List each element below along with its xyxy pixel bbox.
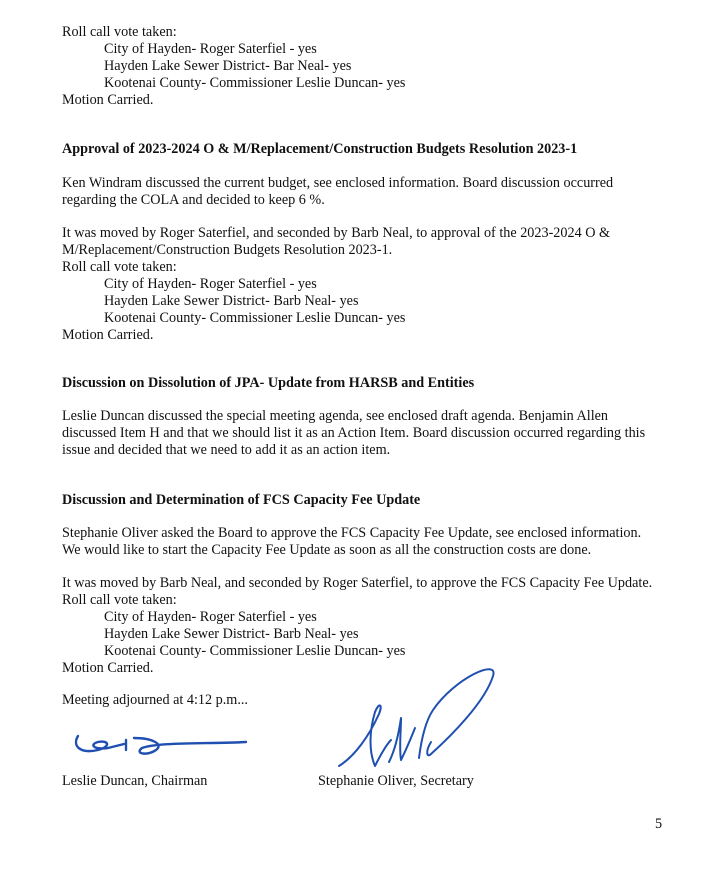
vote-line: Hayden Lake Sewer District- Bar Neal- yes	[104, 58, 352, 74]
paragraph-line: Leslie Duncan discussed the special meeting agenda, see enclosed draft agenda. Benjamin Allen	[62, 408, 609, 424]
motion-paragraph	[62, 225, 682, 344]
chairman-label: Leslie Duncan, Chairman	[62, 773, 208, 789]
paragraph-line: It was moved by Barb Neal, and seconded by Roger Saterfiel, to approve the FCS Capacity Fee Update.	[62, 575, 653, 591]
section-heading: Discussion on Dissolution of JPA- Update from HARSB and Entities	[62, 375, 475, 391]
paragraph-line: Ken Windram discussed the current budget, see enclosed information. Board discussion occurred	[62, 175, 614, 191]
motion-result: Motion Carried.	[62, 327, 154, 343]
section-paragraph	[62, 525, 682, 559]
signature-ink	[76, 736, 246, 754]
vote-line: City of Hayden- Roger Saterfiel - yes	[104, 276, 317, 292]
chairman-signature	[68, 728, 258, 768]
vote-line: City of Hayden- Roger Saterfiel - yes	[104, 609, 317, 625]
section-jpa-dissolution	[62, 375, 682, 392]
vote-line: Kootenai County- Commissioner Leslie Duncan- yes	[104, 310, 406, 326]
paragraph-line: We would like to start the Capacity Fee Update as soon as all the construction costs are done.	[62, 542, 592, 558]
paragraph-line: It was moved by Roger Saterfiel, and seconded by Barb Neal, to approval of the 2023-2024 O &	[62, 225, 611, 241]
page-number: 5	[655, 816, 663, 832]
vote-line: Kootenai County- Commissioner Leslie Duncan- yes	[104, 643, 406, 659]
vote-line: Hayden Lake Sewer District- Barb Neal- yes	[104, 293, 359, 309]
section-paragraph	[62, 408, 682, 459]
roll-call-vote-1	[62, 24, 682, 109]
roll-call-intro: Roll call vote taken:	[62, 592, 177, 608]
roll-call-intro: Roll call vote taken:	[62, 259, 177, 275]
paragraph-line: issue and decided that we need to add it as an action item.	[62, 442, 391, 458]
vote-line: Kootenai County- Commissioner Leslie Duncan- yes	[104, 75, 406, 91]
paragraph-line: discussed Item H and that we should list it as an Action Item. Board discussion occurred regarding this	[62, 425, 646, 441]
motion-result: Motion Carried.	[62, 92, 154, 108]
signature-ink	[339, 669, 494, 766]
secretary-signature	[335, 662, 505, 782]
paragraph-line: Stephanie Oliver asked the Board to approve the FCS Capacity Fee Update, see enclosed information.	[62, 525, 642, 541]
roll-call-intro: Roll call vote taken:	[62, 24, 177, 40]
paragraph-line: regarding the COLA and decided to keep 6 %.	[62, 192, 325, 208]
section-heading: Discussion and Determination of FCS Capacity Fee Update	[62, 492, 421, 508]
vote-line: Hayden Lake Sewer District- Barb Neal- yes	[104, 626, 359, 642]
paragraph-line: M/Replacement/Construction Budgets Resolution 2023-1.	[62, 242, 393, 258]
motion-result: Motion Carried.	[62, 660, 154, 676]
section-fcs-capacity-fee	[62, 492, 682, 509]
adjournment-text: Meeting adjourned at 4:12 p.m...	[62, 692, 248, 708]
section-budget-approval	[62, 141, 682, 158]
section-heading: Approval of 2023-2024 O & M/Replacement/Construction Budgets Resolution 2023-1	[62, 141, 578, 157]
section-paragraph	[62, 175, 682, 209]
secretary-label: Stephanie Oliver, Secretary	[318, 773, 474, 789]
vote-line: City of Hayden- Roger Saterfiel - yes	[104, 41, 317, 57]
